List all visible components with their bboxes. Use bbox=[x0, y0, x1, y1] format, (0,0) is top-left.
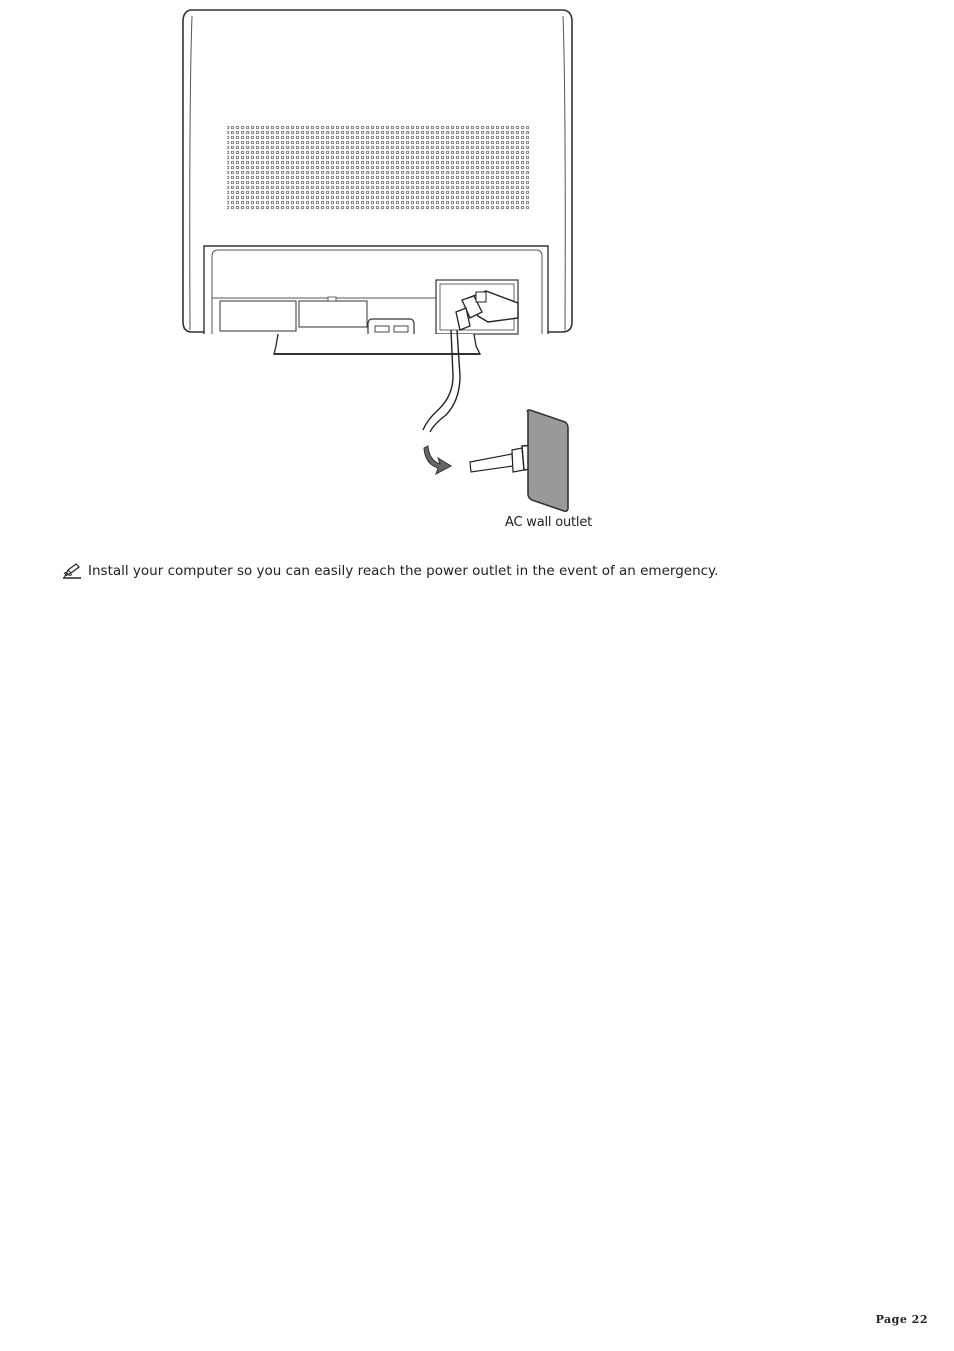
monitor-stand bbox=[274, 334, 480, 354]
vent-grille bbox=[227, 124, 529, 210]
note-text: Install your computer so you can easily reach the power outlet in the event of an emergency. bbox=[88, 563, 719, 579]
page-number: Page 22 bbox=[875, 1313, 928, 1326]
pen-note-icon bbox=[62, 562, 82, 580]
note bbox=[62, 562, 718, 580]
figure-caption: AC wall outlet bbox=[505, 515, 593, 530]
connector-panel bbox=[204, 246, 548, 341]
monitor-power-illustration bbox=[170, 0, 620, 540]
arrow-icon bbox=[424, 446, 451, 474]
wall-outlet bbox=[527, 410, 568, 511]
